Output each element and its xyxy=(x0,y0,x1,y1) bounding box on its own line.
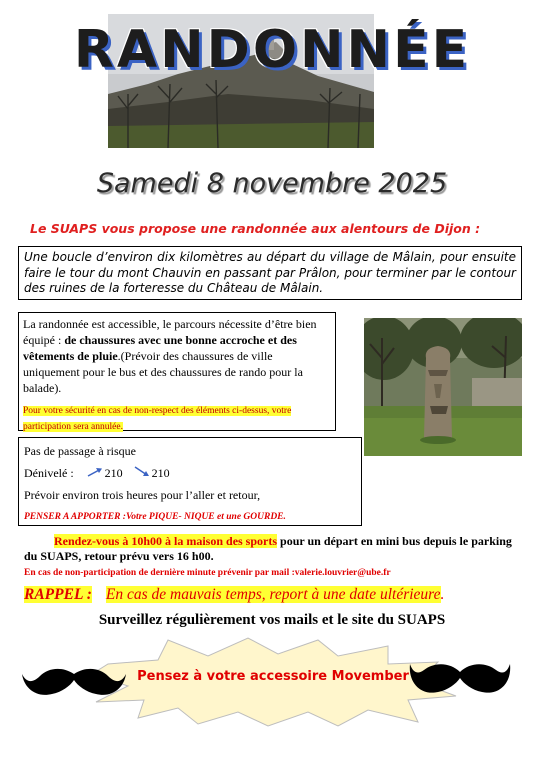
event-date: Samedi 8 novembre 2025 xyxy=(96,168,448,199)
page-title: RANDONNÉE xyxy=(73,20,471,80)
reminder-end: . xyxy=(440,586,445,603)
movember-reminder: Pensez à votre accessoire Movember xyxy=(137,669,409,684)
reminder-text: En cas de mauvais temps, report à une date ultérieure xyxy=(105,586,441,603)
event-intro: Le SUAPS vous propose une randonnée aux alentours de Dijon : xyxy=(30,221,481,236)
meeting-info xyxy=(24,534,520,564)
elevation-label: Dénivelé : xyxy=(24,466,74,480)
route-description-box xyxy=(18,246,522,300)
elevation-row xyxy=(24,464,356,486)
requirements-box xyxy=(18,312,336,431)
meeting-highlight: Rendez-vous à 10h00 à la maison des sports xyxy=(54,534,278,548)
mustache-icon xyxy=(22,664,126,700)
requirements-text-1: La randonnée est accessible, le parcours nécessite d’être bien équipé : xyxy=(23,317,317,347)
requirements-bold: de chaussures avec une bonne accroche et des vêtements de pluie xyxy=(23,333,297,363)
wooden-statue-photo xyxy=(364,318,522,456)
reminder-line xyxy=(24,586,524,604)
arrow-up-right-icon xyxy=(87,464,105,482)
elevation-down: 210 xyxy=(151,466,170,480)
duration-text: Prévoir environ trois heures pour l’aller et retour, xyxy=(24,488,261,502)
safety-warning: Pour votre sécurité en cas de non-respect des éléments ci-dessus, votre participation sera annulée. xyxy=(23,406,292,432)
mustache-icon xyxy=(408,660,512,698)
bring-reminder: PENSER A APPORTER :Votre PIQUE- NIQUE et une GOURDE. xyxy=(24,512,286,522)
meeting-rest: pour un départ en mini bus depuis le parking du SUAPS, retour prévu vers 16 h00. xyxy=(24,534,512,563)
reminder-label: RAPPEL : xyxy=(24,586,92,603)
watch-notice: Surveillez régulièrement vos mails et le site du SUAPS xyxy=(98,612,446,628)
cancellation-notice: En cas de non-participation de dernière minute prévenir par mail :valerie.louvrier@ube.fr xyxy=(24,568,391,578)
no-risk-text: Pas de passage à risque xyxy=(24,444,136,458)
arrow-down-right-icon xyxy=(134,464,152,482)
route-description: Une boucle d’environ dix kilomètres au départ du village de Mâlain, pour ensuite faire le tour du mont Chauvin en passant par Prâlon, pour terminer par le contour des ruines de la forteresse du Château de Mâlain. xyxy=(24,250,516,295)
requirements-text-2: .(Prévoir des chaussures de ville uniquement pour le bus et des chaussures de rando pour la balade). xyxy=(23,349,303,395)
practical-details-box xyxy=(18,437,362,526)
elevation-up: 210 xyxy=(104,466,123,480)
